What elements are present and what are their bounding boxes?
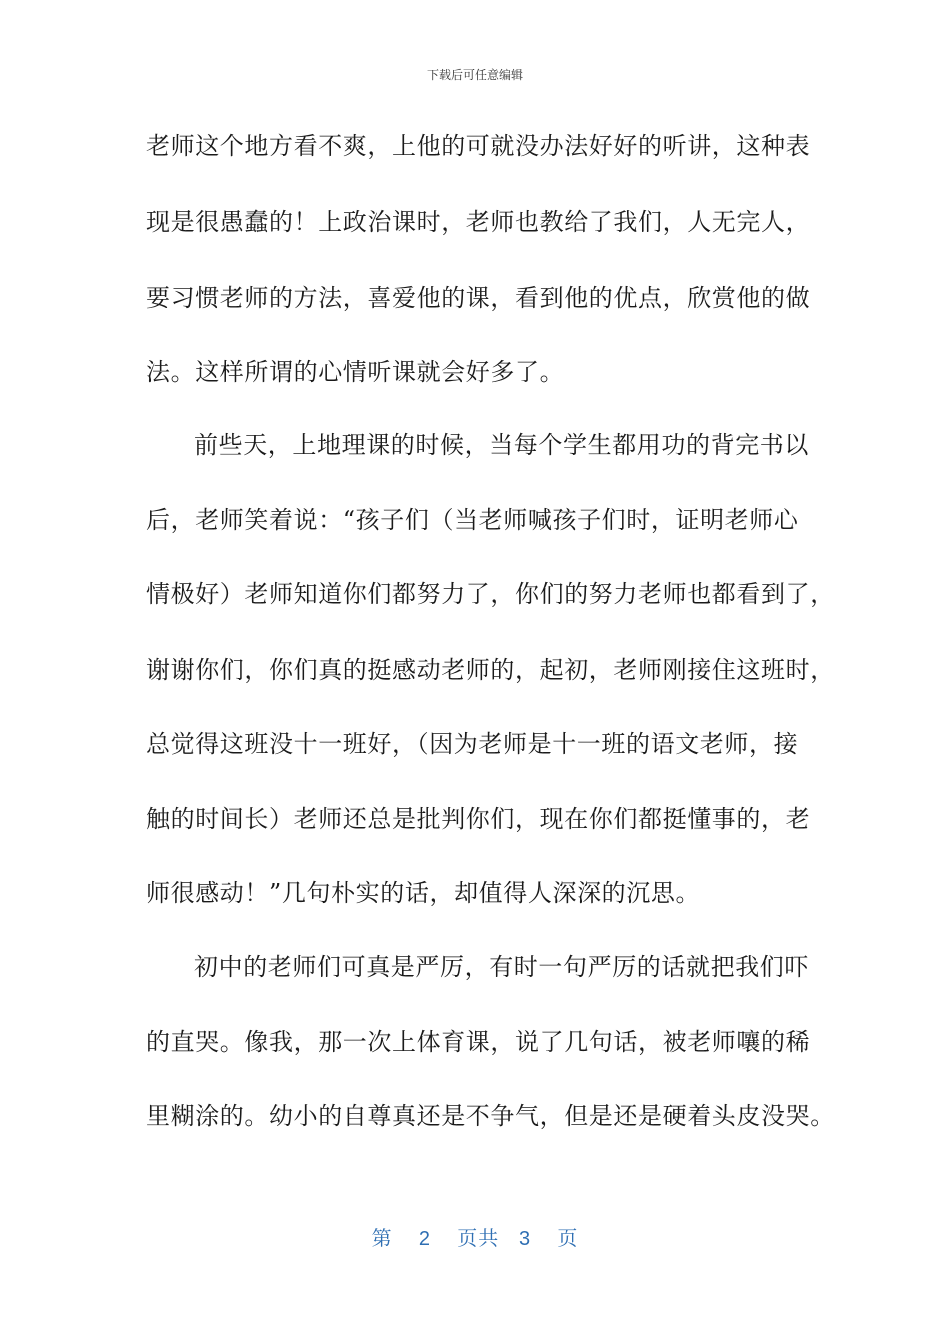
text-line: 总觉得这班没十一班好，（因为老师是十一班的语文老师，接 [146, 730, 799, 758]
text-line: 要习惯老师的方法，喜爱他的课，看到他的优点，欣赏他的做 [146, 284, 811, 312]
text-line: 师很感动！”几句朴实的话，却值得人深深的沉思。 [146, 879, 701, 907]
text-line: 触的时间长）老师还总是批判你们，现在你们都挺懂事的，老 [146, 805, 811, 833]
text-line: 现是很愚蠢的！上政治课时，老师也教给了我们，人无完人， [146, 208, 811, 236]
footer-suffix: 页 [557, 1228, 579, 1250]
header-note: 下载后可任意编辑 [426, 68, 523, 82]
text-line: 法。这样所谓的心情听课就会好多了。 [146, 358, 565, 386]
total-pages-number: 3 [518, 1228, 532, 1250]
footer-prefix: 第 [371, 1228, 393, 1250]
text-line: 谢谢你们，你们真的挺感动老师的，起初，老师刚接住这班时， [146, 656, 835, 684]
text-line: 里糊涂的。幼小的自尊真还是不争气，但是还是硬着头皮没哭。 [146, 1102, 835, 1130]
text-line: 情极好）老师知道你们都努力了，你们的努力老师也都看到了， [146, 580, 835, 608]
text-line: 老师这个地方看不爽，上他的可就没办法好好的听讲，这种表 [146, 132, 811, 160]
footer-middle: 页共 [457, 1228, 500, 1250]
text-line: 初中的老师们可真是严厉，有时一句严厉的话就把我们吓 [194, 953, 809, 981]
current-page-number: 2 [418, 1228, 432, 1250]
text-line: 后，老师笑着说：“孩子们（当老师喊孩子们时，证明老师心 [146, 506, 799, 534]
page-footer [0, 1226, 950, 1252]
text-line: 的直哭。像我，那一次上体育课，说了几句话，被老师嚷的稀 [146, 1028, 811, 1056]
text-line: 前些天，上地理课的时候，当每个学生都用功的背完书以 [194, 431, 809, 459]
